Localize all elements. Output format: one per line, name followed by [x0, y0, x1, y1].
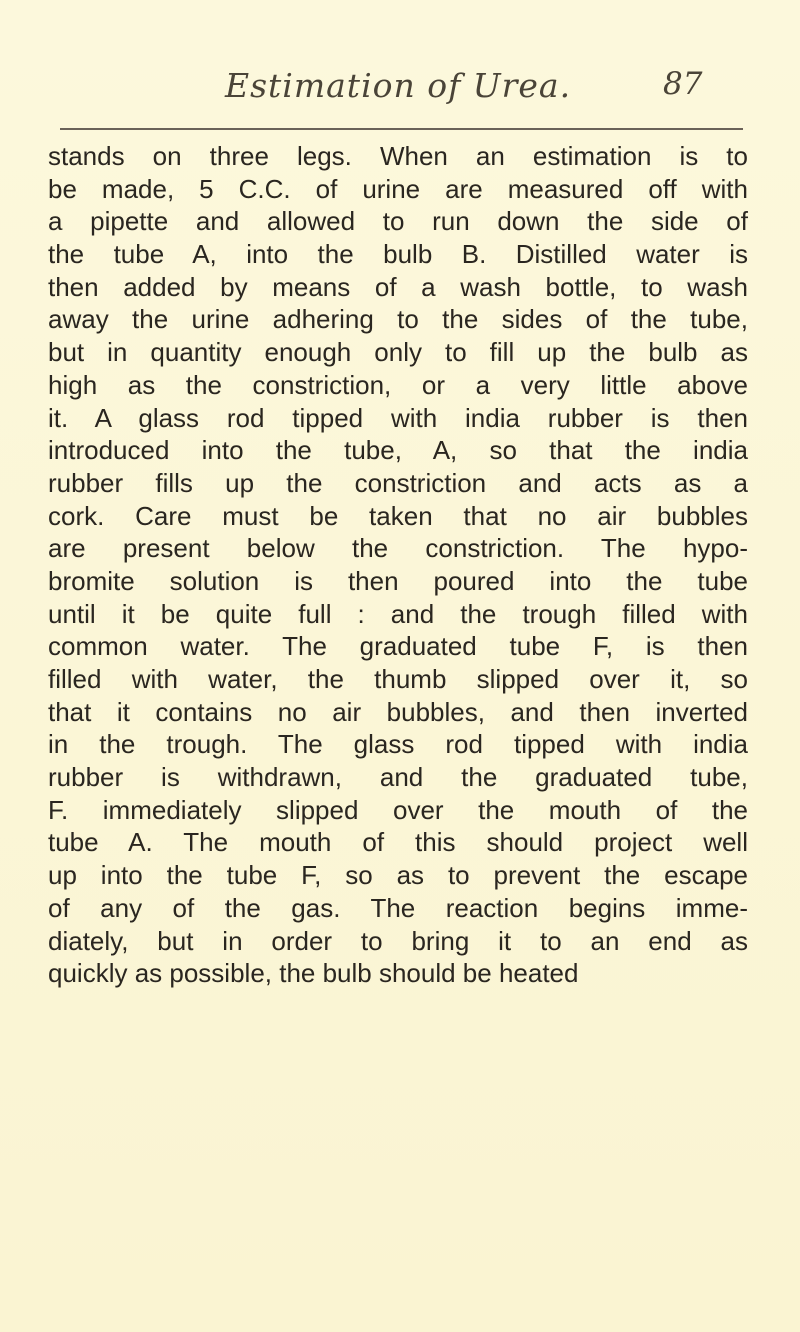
- header-rule: [60, 128, 743, 130]
- text-line: are present below the constriction. The hypo-: [48, 533, 748, 564]
- text-line: filled with water, the thumb slipped over it, so: [48, 664, 748, 694]
- text-line: of any of the gas. The reaction begins imme-: [48, 892, 748, 923]
- text-line: in the trough. The glass rod tipped with india: [48, 729, 748, 760]
- text-line: be made, 5 C.C. of urine are measured off with: [48, 173, 748, 204]
- text-line: the tube A, into the bulb B. Distilled water is: [48, 239, 748, 270]
- text-line: common water. The graduated tube F, is then: [48, 631, 748, 662]
- text-line: tube A. The mouth of this should project well: [48, 827, 748, 858]
- running-head: [0, 66, 800, 116]
- text-line: high as the constriction, or a very little above: [48, 369, 748, 400]
- text-line: rubber is withdrawn, and the graduated tube,: [48, 762, 748, 793]
- text-line: diately, but in order to bring it to an end as: [48, 925, 748, 956]
- running-title: Estimation of Urea.: [225, 66, 572, 105]
- text-line: bromite solution is then poured into the tube: [48, 565, 748, 596]
- text-line: then added by means of a wash bottle, to wash: [48, 271, 748, 302]
- text-line: stands on three legs. When an estimation is to: [48, 141, 748, 171]
- text-line: quickly as possible, the bulb should be heated: [48, 958, 579, 989]
- text-line: cork. Care must be taken that no air bubbles: [48, 500, 748, 531]
- text-line: away the urine adhering to the sides of the tube,: [48, 304, 748, 335]
- body-text: [48, 140, 748, 990]
- text-line: F. immediately slipped over the mouth of the: [48, 794, 748, 825]
- text-line: a pipette and allowed to run down the side of: [48, 206, 748, 237]
- text-line: until it be quite full : and the trough filled with: [48, 598, 748, 629]
- text-line: up into the tube F, so as to prevent the escape: [48, 860, 748, 891]
- text-line: introduced into the tube, A, so that the india: [48, 435, 748, 466]
- text-line: it. A glass rod tipped with india rubber is then: [48, 402, 748, 433]
- text-line: that it contains no air bubbles, and then inverted: [48, 696, 748, 727]
- text-line: but in quantity enough only to fill up the bulb as: [48, 337, 748, 368]
- page-number: 87: [663, 66, 703, 102]
- text-line: rubber fills up the constriction and acts as a: [48, 467, 748, 498]
